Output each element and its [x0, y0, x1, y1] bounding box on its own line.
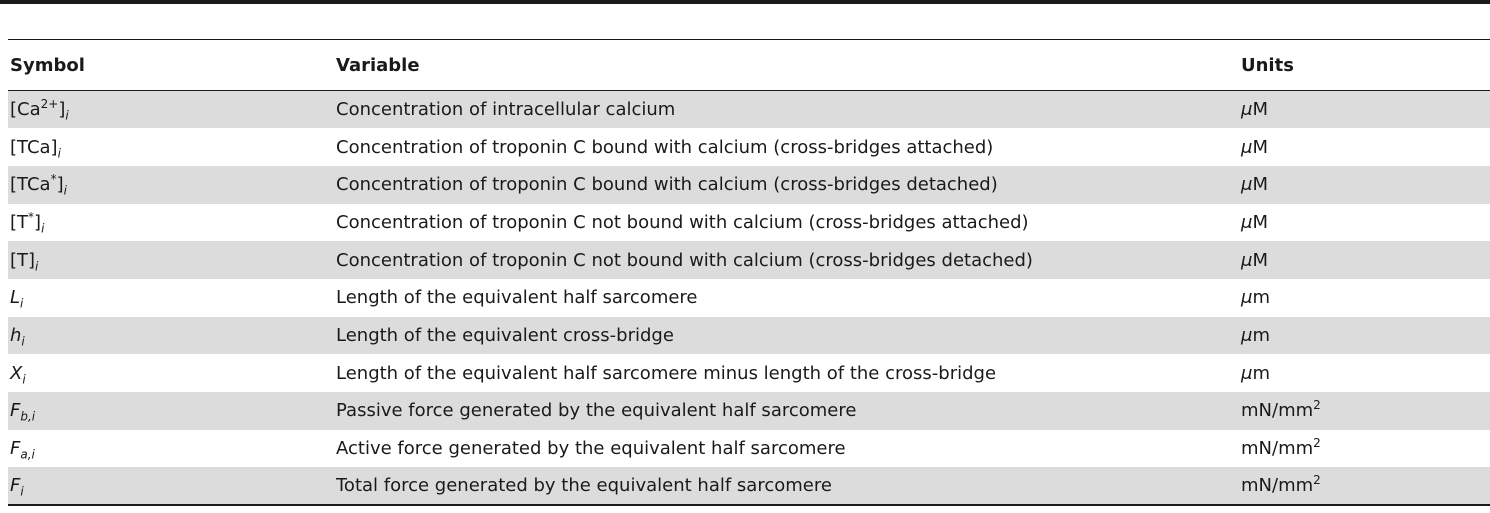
text-segment: F [10, 438, 21, 460]
cell-variable: Concentration of troponin C not bound with calcium (cross-bridges attached) [336, 211, 1029, 233]
table-row [8, 128, 1490, 166]
text-segment: μ [1241, 287, 1253, 309]
text-segment: M [1252, 249, 1268, 271]
text-segment: μ [1241, 211, 1253, 233]
text-segment: [T] [10, 249, 36, 271]
cell-symbol [8, 91, 334, 129]
cell-units [1239, 467, 1490, 505]
text-segment: i [63, 183, 67, 198]
text-segment: mN/mm [1241, 438, 1314, 460]
text-segment: i [21, 334, 25, 349]
cell-symbol [8, 392, 334, 430]
cell-variable: Concentration of troponin C bound with calcium (cross-bridges detached) [336, 174, 998, 196]
cell-symbol [8, 204, 334, 242]
table-row [8, 204, 1490, 242]
cell-units [1239, 91, 1490, 129]
cell-units [1239, 128, 1490, 166]
text-segment: i [35, 259, 39, 274]
table-header [8, 40, 1490, 91]
cell-symbol [8, 430, 334, 468]
text-segment: mN/mm [1241, 400, 1314, 422]
cell-units [1239, 430, 1490, 468]
cell-variable: Concentration of troponin C bound with calcium (cross-bridges attached) [336, 136, 994, 158]
text-segment: * [28, 209, 35, 224]
cell-units [1239, 166, 1490, 204]
table-row [8, 392, 1490, 430]
text-segment: b,i [20, 409, 36, 424]
cell-units [1239, 317, 1490, 355]
text-segment: i [65, 108, 69, 123]
text-segment: ] [56, 174, 64, 196]
text-segment: μ [1241, 362, 1253, 384]
cell-symbol [8, 279, 334, 317]
text-segment: ] [58, 99, 66, 121]
text-segment: i [20, 484, 24, 499]
header-units: Units [1241, 54, 1294, 76]
text-segment: [TCa [10, 174, 51, 196]
cell-variable: Passive force generated by the equivalent half sarcomere [336, 400, 857, 422]
cell-variable: Length of the equivalent half sarcomere minus length of the cross-bridge [336, 362, 997, 384]
cell-units [1239, 392, 1490, 430]
text-segment: L [10, 287, 21, 309]
cell-symbol [8, 166, 334, 204]
text-segment: 2+ [40, 97, 59, 112]
text-segment: μ [1241, 324, 1253, 346]
cell-variable: Active force generated by the equivalent half sarcomere [336, 438, 846, 460]
text-segment: m [1252, 324, 1270, 346]
table-row [8, 317, 1490, 355]
cell-variable: Concentration of troponin C not bound with calcium (cross-bridges detached) [336, 249, 1033, 271]
text-segment: μ [1241, 249, 1253, 271]
cell-units [1239, 204, 1490, 242]
cell-symbol [8, 467, 334, 505]
table-row [8, 430, 1490, 468]
top-rule [0, 0, 1490, 4]
cell-symbol [8, 354, 334, 392]
text-segment: X [10, 362, 23, 384]
text-segment: * [50, 172, 57, 187]
table-body [8, 91, 1490, 506]
cell-symbol [8, 241, 334, 279]
table-row [8, 91, 1490, 129]
text-segment: 2 [1313, 398, 1321, 413]
cell-variable: Total force generated by the equivalent half sarcomere [336, 475, 832, 497]
text-segment: M [1252, 99, 1268, 121]
table-row [8, 241, 1490, 279]
table-row [8, 354, 1490, 392]
cell-variable: Concentration of intracellular calcium [336, 99, 676, 121]
text-segment: m [1252, 362, 1270, 384]
text-segment: mN/mm [1241, 475, 1314, 497]
cell-units [1239, 354, 1490, 392]
text-segment: M [1252, 136, 1268, 158]
text-segment: i [20, 296, 24, 311]
text-segment: ] [34, 211, 42, 233]
text-segment: [Ca [10, 99, 41, 121]
cell-symbol [8, 317, 334, 355]
cell-units [1239, 241, 1490, 279]
text-segment: μ [1241, 99, 1253, 121]
text-segment: a,i [20, 447, 35, 462]
header-row [8, 40, 1490, 91]
variables-table [8, 39, 1490, 506]
text-segment: M [1252, 211, 1268, 233]
text-segment: i [57, 146, 61, 161]
text-segment: i [41, 221, 45, 236]
cell-units [1239, 279, 1490, 317]
header-variable: Variable [336, 54, 420, 76]
text-segment: [TCa] [10, 136, 58, 158]
text-segment: i [22, 372, 26, 387]
text-segment: m [1252, 287, 1270, 309]
header-symbol: Symbol [10, 54, 85, 76]
table-row [8, 467, 1490, 505]
text-segment: M [1252, 174, 1268, 196]
text-segment: h [10, 324, 22, 346]
table-row [8, 279, 1490, 317]
text-segment: F [10, 400, 21, 422]
text-segment: 2 [1313, 473, 1321, 488]
text-segment: μ [1241, 174, 1253, 196]
cell-variable: Length of the equivalent cross-bridge [336, 324, 674, 346]
text-segment: [T [10, 211, 29, 233]
text-segment: 2 [1313, 436, 1321, 451]
table-row [8, 166, 1490, 204]
cell-variable: Length of the equivalent half sarcomere [336, 287, 698, 309]
text-segment: F [10, 475, 21, 497]
cell-symbol [8, 128, 334, 166]
text-segment: μ [1241, 136, 1253, 158]
